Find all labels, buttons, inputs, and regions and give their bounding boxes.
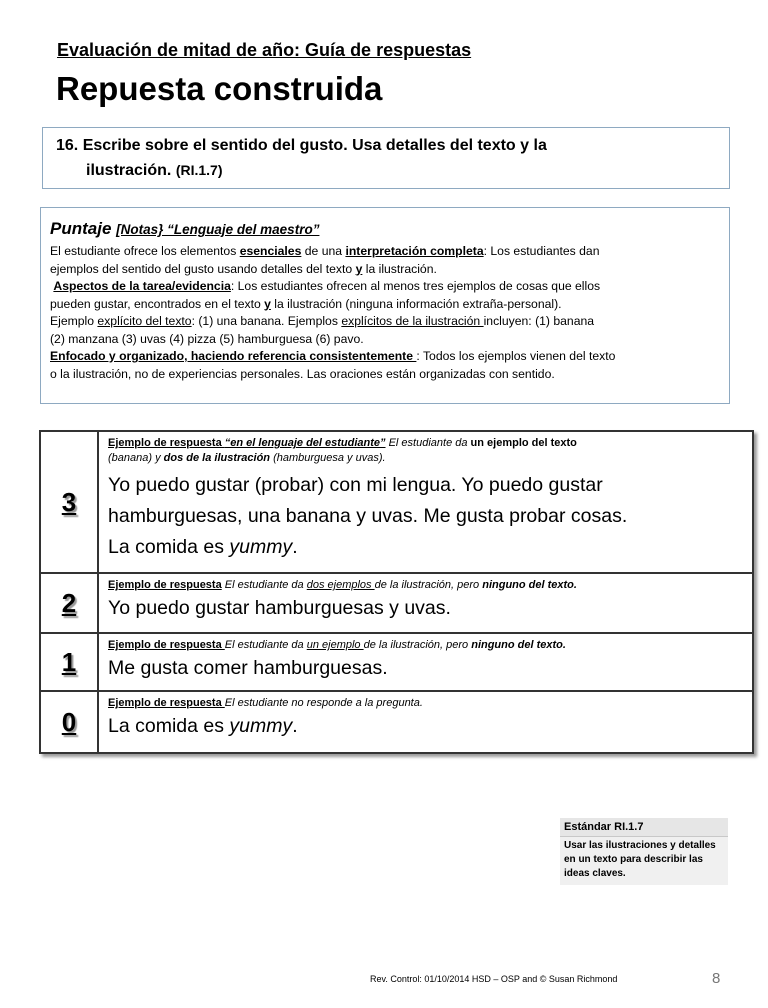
sample-answer: Yo puedo gustar hamburguesas y uvas.	[108, 597, 451, 619]
notes-text: : Los estudiantes ofrecen al menos tres ejemplos de cosas que ellos	[230, 279, 601, 293]
notes-emphasis: interpretación completa	[345, 244, 484, 258]
standard-description: Usar las ilustraciones y detalles en un texto para describir las ideas claves.	[564, 840, 716, 879]
question-line-2	[56, 158, 721, 183]
example-note-text: El estudiante da	[221, 579, 307, 591]
notes-emphasis: y	[355, 261, 363, 276]
rubric-row-2	[40, 573, 753, 633]
notes-text: la ilustración (ninguna información extraña-personal).	[270, 296, 562, 311]
example-note-text: El estudiante no responde a la pregunta.	[224, 697, 423, 709]
sample-answer-line-2: hamburguesas, una banana y uvas. Me gusta probar cosas.	[108, 505, 628, 527]
rubric-row-3	[40, 431, 753, 573]
example-note-text: de la ilustración, pero	[374, 579, 483, 591]
answer-text: La comida es	[108, 536, 230, 558]
response-cell	[98, 633, 753, 691]
example-note-text: El estudiante da	[224, 639, 307, 651]
example-label: Ejemplo de respuesta	[108, 579, 222, 591]
score-cell: 0	[40, 691, 98, 753]
notes-text: ejemplos del sentido del gusto usando detalles del texto	[50, 261, 356, 276]
notes-text: : (1) una banana. Ejemplos	[191, 314, 342, 328]
example-note	[108, 578, 744, 593]
example-note-text: (hamburguesa y uvas).	[270, 452, 386, 464]
sample-answer: Me gusta comer hamburguesas.	[108, 657, 388, 679]
answer-text: .	[292, 536, 298, 558]
question-standard: (RI.1.7)	[175, 162, 223, 178]
notes-text: : Los estudiantes dan	[483, 244, 600, 258]
example-note-text: un ejemplo	[306, 639, 364, 651]
example-note-text: dos ejemplos	[306, 579, 375, 591]
notes-text: de una	[301, 244, 346, 258]
response-cell	[98, 431, 753, 573]
rubric-table	[39, 430, 754, 754]
example-note-text: dos de la ilustración	[163, 452, 271, 464]
notes-text: incluyen: (1) banana	[483, 314, 595, 328]
sample-answer-line-1: Yo puedo gustar (probar) con mi lengua. Yo puedo gustar	[108, 474, 603, 496]
notes-line-8: o la ilustración, no de experiencias personales. Las oraciones están organizadas con sentido.	[50, 366, 555, 381]
notes-line-5	[50, 313, 721, 331]
example-note-line-2	[108, 451, 744, 466]
notes-heading	[50, 218, 721, 241]
example-note-text: ninguno del texto.	[482, 579, 577, 591]
answer-text-italic: yummy	[229, 536, 293, 558]
example-note-text: (banana) y	[108, 452, 164, 464]
notes-text: Ejemplo	[50, 314, 98, 328]
revision-footer: Rev. Control: 01/10/2014 HSD – OSP and © Susan Richmond	[370, 974, 618, 984]
example-note-text: “en el lenguaje del estudiante”	[224, 437, 386, 449]
example-label: Ejemplo de respuesta	[108, 697, 225, 709]
example-label: Ejemplo de respuesta	[108, 639, 225, 651]
notes-heading-main: Puntaje	[50, 219, 112, 238]
notes-emphasis: esenciales	[239, 244, 302, 258]
answer-text: La comida es	[108, 715, 230, 737]
response-cell	[98, 573, 753, 633]
example-label: Ejemplo de respuesta	[108, 437, 225, 449]
rubric-row-0	[40, 691, 753, 753]
notes-text: pueden gustar, encontrados en el texto	[50, 296, 265, 311]
answer-text: .	[292, 715, 298, 737]
example-note	[108, 638, 744, 653]
score-cell: 2	[40, 573, 98, 633]
notes-emphasis: Aspectos de la tarea/evidencia	[53, 279, 231, 293]
example-note	[108, 696, 744, 711]
notes-text: la ilustración.	[362, 261, 437, 276]
page-title: Repuesta construida	[56, 70, 383, 107]
notes-line-7	[50, 348, 721, 366]
example-note-text: de la ilustración, pero	[363, 639, 472, 651]
standard-box	[560, 818, 728, 885]
notes-emphasis: explícitos de la ilustración	[341, 314, 484, 328]
page-number: 8	[712, 970, 721, 987]
example-note	[108, 436, 744, 451]
example-note-text: un ejemplo del texto	[470, 437, 577, 449]
notes-emphasis: y	[264, 296, 271, 311]
notes-emphasis: Enfocado y organizado, haciendo referencia consistentemente	[50, 349, 417, 363]
notes-text: El estudiante ofrece los elementos	[50, 244, 240, 258]
notes-line-1	[50, 243, 721, 261]
notes-line-3	[50, 278, 721, 296]
notes-line-6: (2) manzana (3) uvas (4) pizza (5) hamburguesa (6) pavo.	[50, 331, 364, 346]
response-cell	[98, 691, 753, 753]
answer-text-italic: yummy	[229, 715, 293, 737]
scoring-notes	[40, 207, 730, 404]
document-subtitle: Evaluación de mitad de año: Guía de respuestas	[57, 40, 472, 60]
sample-answer	[108, 711, 744, 741]
notes-line-2	[50, 261, 721, 279]
example-note-text: El estudiante da	[385, 437, 471, 449]
rubric-row-1	[40, 633, 753, 691]
standard-title: Estándar RI.1.7	[560, 818, 728, 837]
notes-heading-small: [Notas} “Lenguaje del maestro”	[116, 222, 320, 237]
question-box	[42, 127, 730, 189]
notes-line-4	[50, 296, 721, 314]
notes-emphasis: explícito del texto	[97, 314, 192, 328]
question-line-1: 16. Escribe sobre el sentido del gusto. Usa detalles del texto y la	[56, 137, 547, 154]
example-note-text: ninguno del texto.	[471, 639, 566, 651]
sample-answer-line-3	[108, 532, 744, 563]
score-cell: 3	[40, 431, 98, 573]
notes-text: : Todos los ejemplos vienen del texto	[416, 349, 616, 363]
score-cell: 1	[40, 633, 98, 691]
question-line-2-text: ilustración.	[86, 162, 172, 179]
